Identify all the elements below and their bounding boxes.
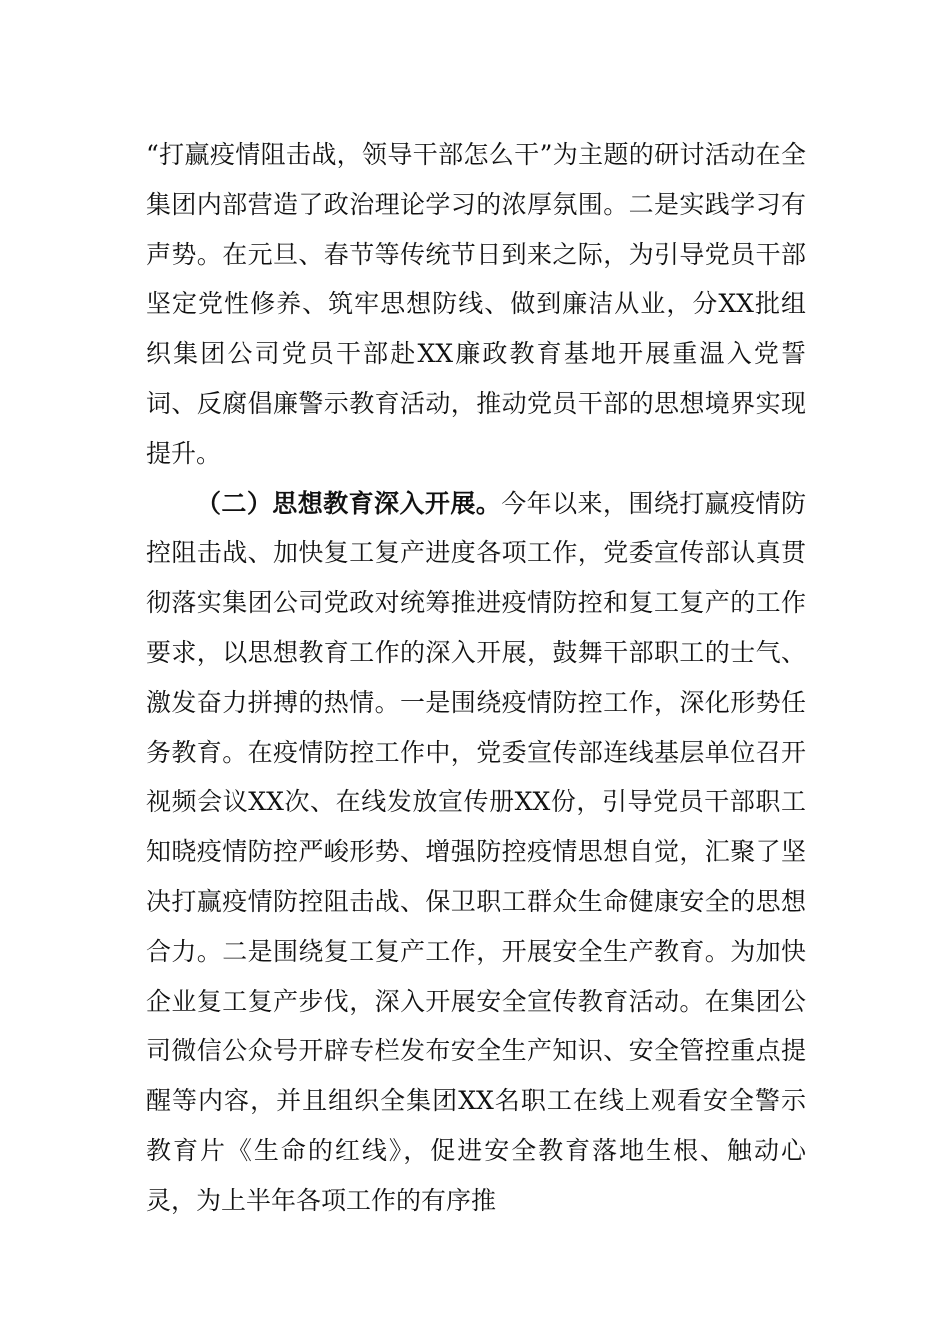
document-body xyxy=(146,130,806,1226)
paragraph-text: “打赢疫情阻击战，领导干部怎么干”为主题的研讨活动在全集团内部营造了政治理论学习的浓厚氛围。二是实践学习有声势。在元旦、春节等传统节日到来之际，为引导党员干部坚定党性修养、筑牢思想防线、做到廉洁从业，分XX批组织集团公司党员干部赴XX廉政教育基地开展重温入党誓词、反腐倡廉警示教育活动，推动党员干部的思想境界实现提升。 xyxy=(146,140,806,468)
paragraph-text: 今年以来，围绕打赢疫情防控阻击战、加快复工复产进度各项工作，党委宣传部认真贯彻落实集团公司党政对统筹推进疫情防控和复工复产的工作要求，以思想教育工作的深入开展，鼓舞干部职工的士气、激发奋力拼搏的热情。一是围绕疫情防控工作，深化形势任务教育。在疫情防控工作中，党委宣传部连线基层单位召开视频会议XX次、在线发放宣传册XX份，引导党员干部职工知晓疫情防控严峻形势、增强防控疫情思想自觉，汇聚了坚决打赢疫情防控阻击战、保卫职工群众生命健康安全的思想合力。二是围绕复工复产工作，开展安全生产教育。为加快企业复工复产步伐，深入开展安全宣传教育活动。在集团公司微信公众号开辟专栏发布安全生产知识、安全管控重点提醒等内容，并且组织全集团XX名职工在线上观看安全警示教育片《生命的红线》，促进安全教育落地生根、触动心灵，为上半年各项工作的有序推 xyxy=(146,488,806,1215)
paragraph-section-two xyxy=(146,479,806,1226)
paragraph-continuation xyxy=(146,130,806,479)
section-heading: （二）思想教育深入开展。 xyxy=(196,488,502,518)
